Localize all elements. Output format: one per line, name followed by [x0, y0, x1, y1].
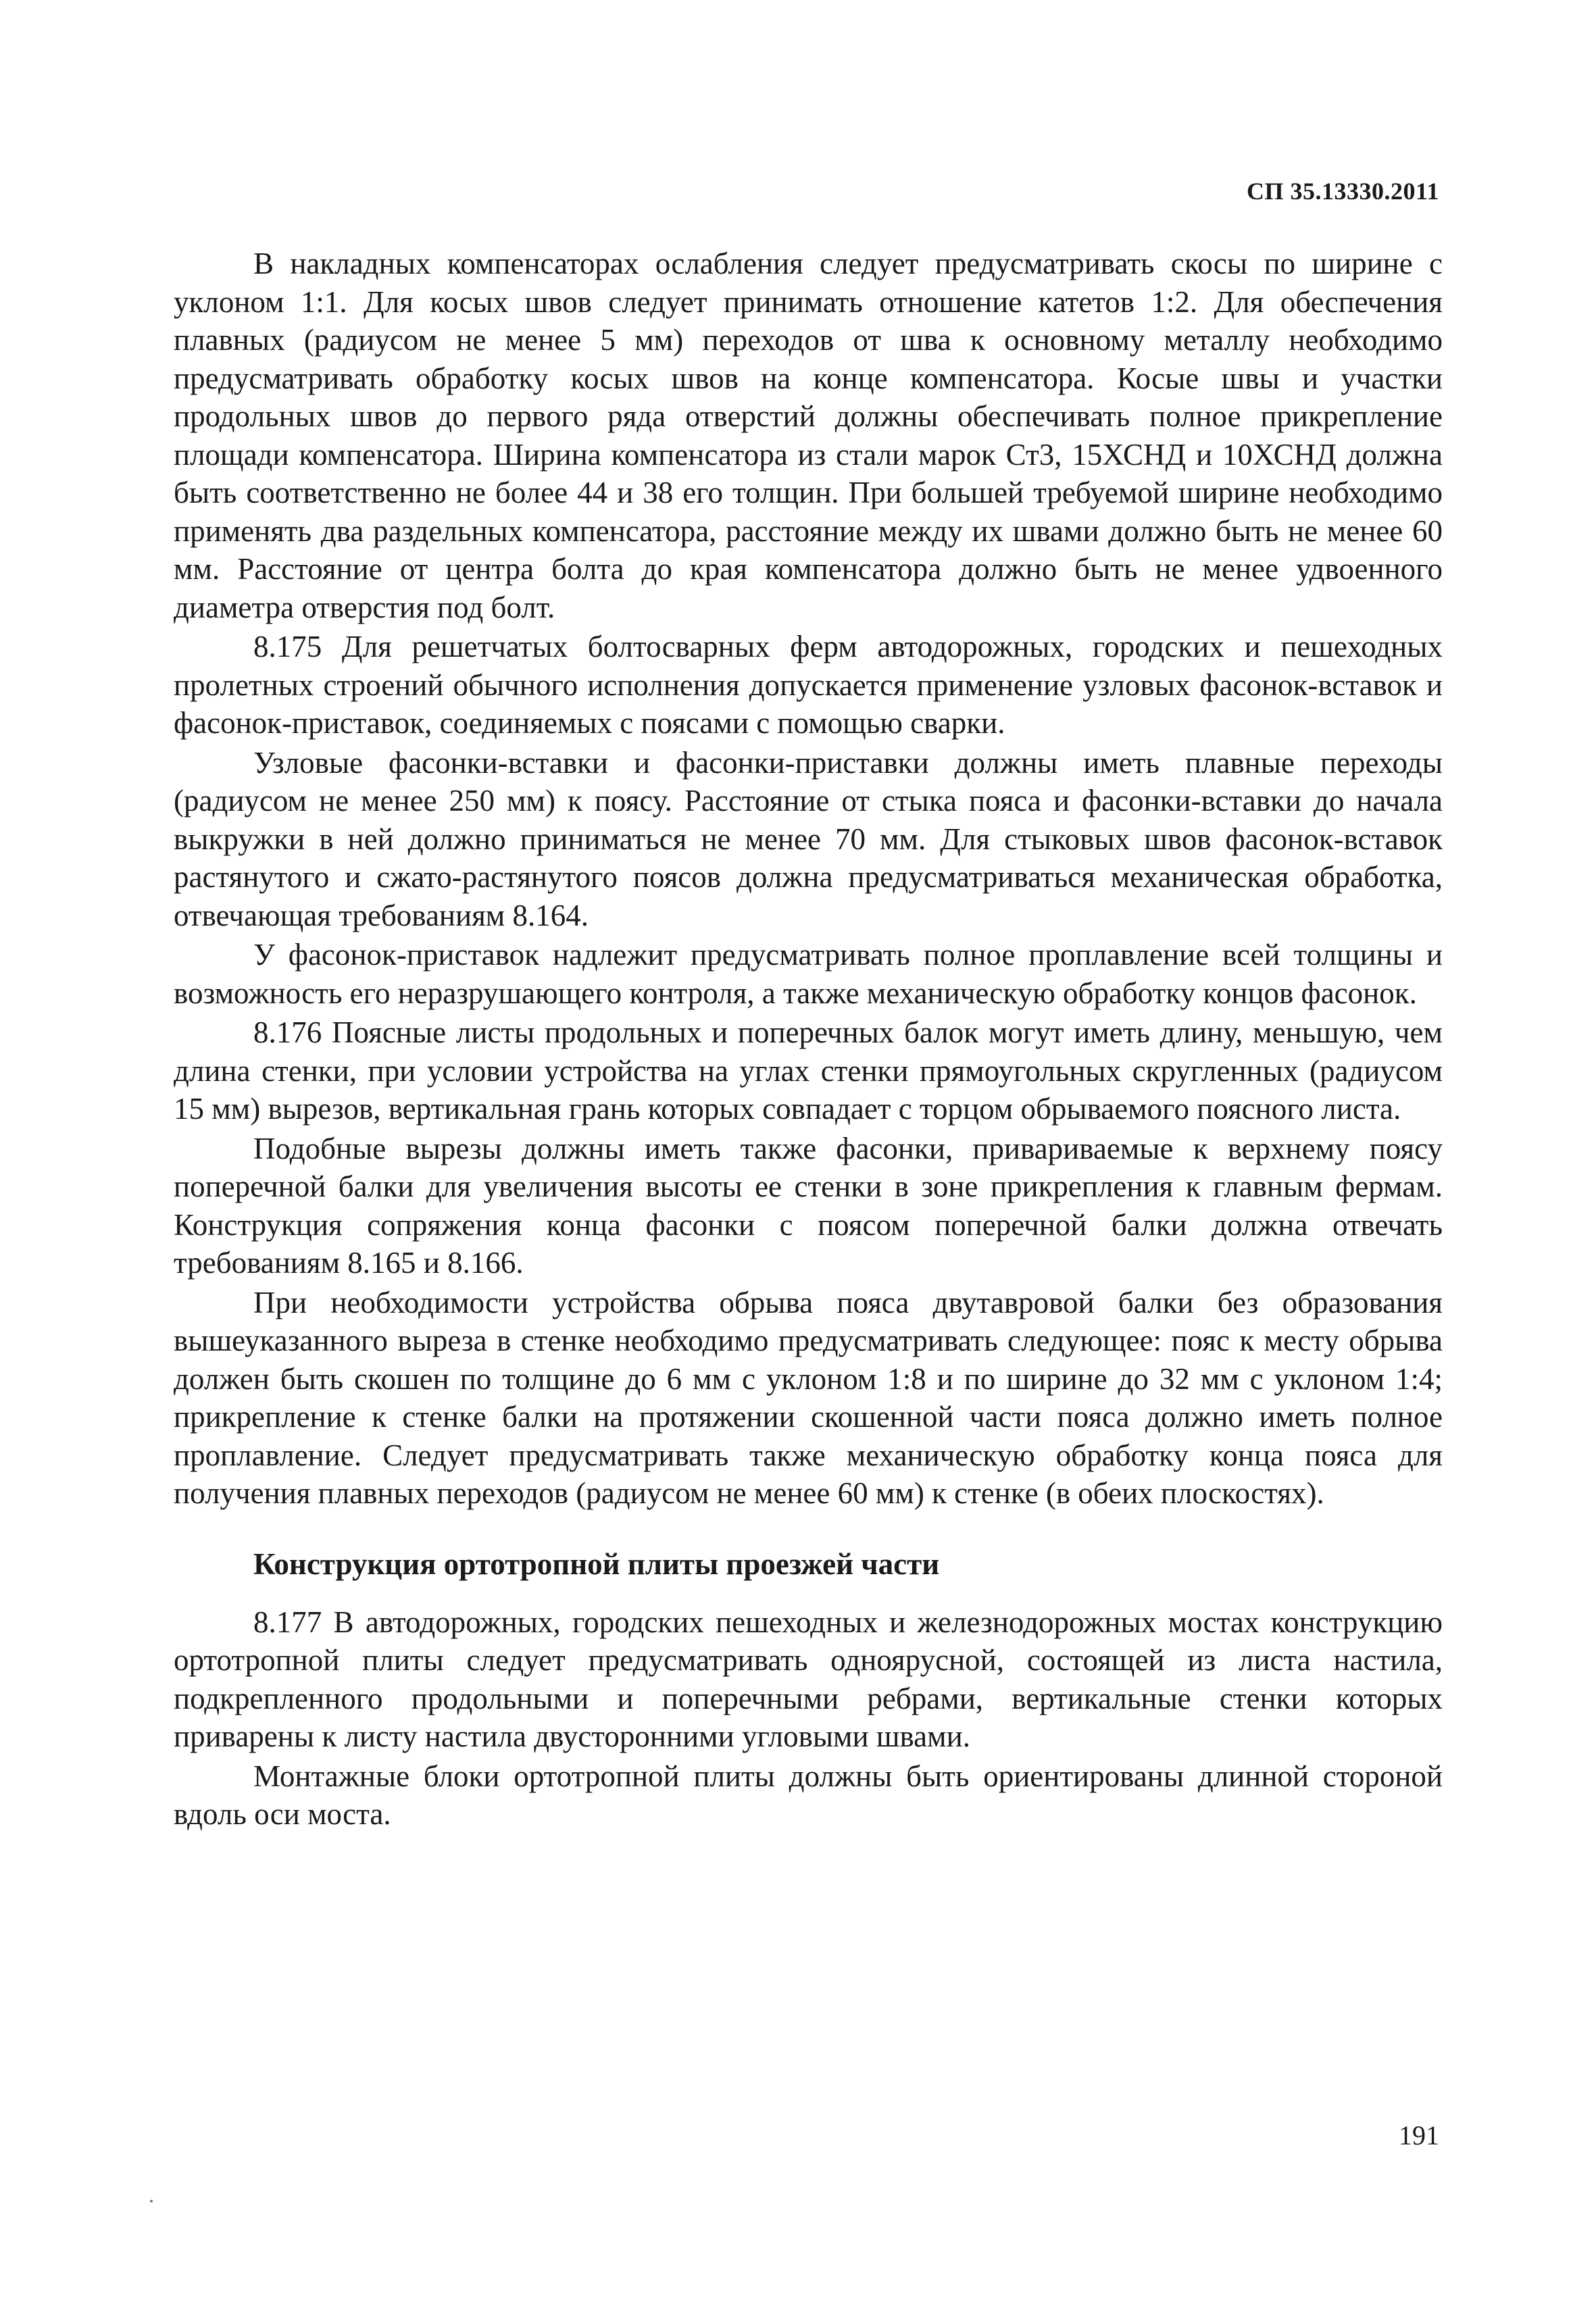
- paragraph-gusset-inserts: Узловые фасонки-вставки и фасонки-приставки должны иметь плавные переходы (радиусом не менее 250 мм) к поясу. Расстояние от стыка пояса и фасонки-вставки до начала выкружки в ней должно приниматься не менее 70 мм. Для стыковых швов фасонок-вставок растянутого и сжато-растянутого поясов должна предусматриваться механическая обработка, отвечающая требованиям 8.164.: [174, 745, 1443, 932]
- document-body: [174, 245, 1443, 1835]
- paragraph-flange-termination: При необходимости устройства обрыва пояса двутавровой балки без образования вышеуказанного выреза в стенке необходимо предусматривать следующее: пояс к месту обрыва должен быть скошен по толщине до 6 мм с уклоном 1:8 и по ширине до 32 мм с уклоном 1:4; прикрепление к стенке балки на протяжении скошенной части пояса должно иметь полное проплавление. Следует предусматривать также механическую обработку конца пояса для получения плавных переходов (радиусом не менее 60 мм) к стенке (в обеих плоскостях).: [174, 1285, 1443, 1510]
- paragraph-gusset-attachments: У фасонок-приставок надлежит предусматривать полное проплавление всей толщины и возможность его неразрушающего контроля, а также механическую обработку концов фасонок.: [174, 938, 1443, 1010]
- paragraph-similar-cutouts: Подобные вырезы должны иметь также фасонки, привариваемые к верхнему поясу поперечной балки для увеличения высоты ее стенки в зоне прикрепления к главным фермам. Конструкция сопряжения конца фасонки с поясом поперечной балки должна отвечать требованиям 8.165 и 8.166.: [174, 1131, 1443, 1280]
- section-heading: Конструкция ортотропной плиты проезжей части: [253, 1546, 940, 1581]
- paragraph-compensators: В накладных компенсаторах ослабления следует предусматривать скосы по ширине с уклоном 1:1. Для косых швов следует принимать отношение катетов 1:2. Для обеспечения плавных (радиусом не менее 5 мм) переходов от шва к основному металлу необходимо предусматривать обработку косых швов на конце компенсатора. Косые швы и участки продольных швов до первого ряда отверстий должны обеспечивать полное прикрепление площади компенсатора. Ширина компенсатора из стали марок Ст3, 15ХСНД и 10ХСНД должна быть соответственно не более 44 и 38 его толщин. При большей требуемой ширине необходимо применять два раздельных компенсатора, расстояние между их швами должно быть не менее 60 мм. Расстояние от центра болта до края компенсатора должно быть не менее удвоенного диаметра отверстия под болт.: [174, 247, 1443, 624]
- paragraph-8-177: 8.177 В автодорожных, городских пешеходных и железнодорожных мостах конструкцию ортотропной плиты следует предусматривать одноярусной, состоящей из листа настила, подкрепленного продольными и поперечными ребрами, вертикальные стенки которых приварены к листу настила двусторонними угловыми швами.: [174, 1605, 1443, 1753]
- scan-speck: [150, 2200, 153, 2203]
- page-number: 191: [1399, 2120, 1439, 2150]
- paragraph-8-175: 8.175 Для решетчатых болтосварных ферм автодорожных, городских и пешеходных пролетных строений обычного исполнения допускается применение узловых фасонок-вставок и фасонок-приставок, соединяемых с поясами с помощью сварки.: [174, 630, 1443, 740]
- paragraph-assembly-blocks: Монтажные блоки ортотропной плиты должны быть ориентированы длинной стороной вдоль оси моста.: [174, 1759, 1443, 1831]
- document-code: СП 35.13330.2011: [1246, 178, 1439, 205]
- paragraph-8-176: 8.176 Поясные листы продольных и поперечных балок могут иметь длину, меньшую, чем длина стенки, при условии устройства на углах стенки прямоугольных скругленных (радиусом 15 мм) вырезов, вертикальная грань которых совпадает с торцом обрываемого поясного листа.: [174, 1015, 1443, 1126]
